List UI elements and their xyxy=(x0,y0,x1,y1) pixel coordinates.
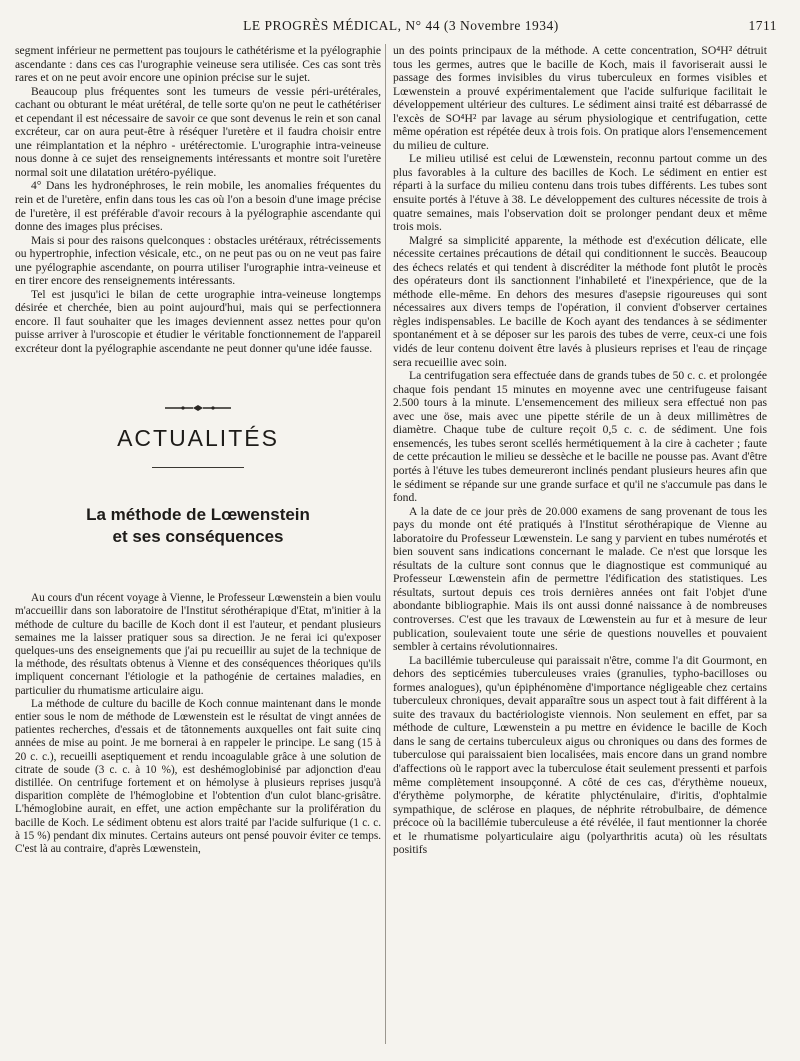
page-number: 1711 xyxy=(748,18,777,33)
paragraph: 4° Dans les hydronéphroses, le rein mobile, les anomalies fréquentes du rein et de l'uretère, enfin dans tous les cas où l'on a besoin d'une image précise de l'uretère, il est préférable d'avoir recours à la pyélographie ascendante qui donne des images plus précises. xyxy=(15,179,381,234)
paragraph: A la date de ce jour près de 20.000 examens de sang provenant de tous les pays du monde ont été pratiqués à l'Institut sérothérapique de Vienne au laboratoire du Professeur Lœwenstein. Le sang y parvient en tubes numérotés et bien souvent sans indications concernant le malade. Ce n'est que lorsque les résultats de la culture sont connus que le diagnostique est communiqué au Professeur Lœwenstein afin de permettre l'édification des statistiques. Les résultats, surtout depuis ces trois dernières années ont fait l'objet d'une abondante bibliographie. Mais ils ont aussi donné naissance à de nombreuses controverses. C'est que les travaux de Lœwenstein au fur et à mesure de leur publication, soulevaient toute une série de questions nouvelles et pouvaient sembler à certains révolutionnaires. xyxy=(393,504,767,654)
right-column xyxy=(393,44,767,857)
article-title-line: La méthode de Lœwenstein xyxy=(86,505,310,525)
section-heading: ACTUALITÉS xyxy=(117,424,279,451)
article-body xyxy=(15,592,381,856)
paragraph: un des points principaux de la méthode. A cette concentration, SO⁴H² détruit tous les germes, autres que le bacille de Koch, mais il favoriserait aussi le passage des formes invisibles du virus tuberculeux en formes visibles et Lœwenstein a prouvé expérimentalement que l'acide sulfurique facilitait le développement ultérieur des cultures. Le sédiment ainsi traité est débarrassé de l'excès de SO⁴H² par lavage au sérum physiologique et centrifugation, cette même opération est répétée deux à trois fois. On pratique alors l'ensemencement du milieu de culture. xyxy=(393,44,767,152)
paragraph: Au cours d'un récent voyage à Vienne, le Professeur Lœwenstein a bien voulu m'accueillir dans son laboratoire de l'Institut sérothérapique d'Etat, m'initier à la méthode de culture du bacille de Koch dont il est l'auteur, et pendant plusieurs semaines me la laisser pratiquer sous sa direction. Je ne ferai ici qu'exposer quelques-uns des enseignements que j'ai pu recueillir au sujet de la technique de la méthode, des résultats obtenus à Vienne et des conséquences théoriques qu'ils impliquent concernant l'étiologie et la pathogénie de certaines maladies, en particulier du rhumatisme articulaire aigu. xyxy=(15,592,381,697)
paragraph: La méthode de culture du bacille de Koch connue maintenant dans le monde entier sous le nom de méthode de Lœwenstein est le résultat de vingt années de patientes recherches, d'essais et de tâtonnements auxquelles ont fait suite cinq années de mise au point. Je me bornerai à en rappeler le principe. Le sang (15 à 20 c. c.), recueilli aseptiquement et rendu incoagulable grâce à une solution de citrate de soude (3 c. c. à 10 %), est deshémoglobinisé par adjonction d'eau distillée. On centrifuge fortement et on hémolyse à plusieurs reprises jusqu'à disparition complète de l'hémoglobine et l'obtention d'un culot blanc-grisâtre. L'hémoglobine aurait, en effet, une action empêchante sur la prolifération du bacille de Koch. Le sédiment obtenu est alors traité par l'acide sulfurique (1 c. c. à 15 %) pendant dix minutes. Certains auteurs ont pensé pouvoir éviter ce temps. C'est là au contraire, d'après Lœwenstein, xyxy=(15,697,381,855)
ornament-divider xyxy=(15,404,381,412)
ornament-icon xyxy=(163,404,233,412)
paragraph: Le milieu utilisé est celui de Lœwenstein, reconnu partout comme un des plus favorables à la culture des bacilles de Koch. Le sédiment en entier est réparti à la surface du milieu contenu dans trois tubes différents. Les tubes sont ensuite portés à l'étuve à 38. Le développement des cultures nécessite de trois à quatre semaines, mais l'observation doit se prolonger pendant deux et même trois mois. xyxy=(393,152,767,234)
paragraph: Malgré sa simplicité apparente, la méthode est d'exécution délicate, elle nécessite certaines précautions de détail qui conditionnent le succès. Beaucoup des échecs relatés et qui tendent à discréditer la méthode font plutôt le procès des opérateurs dont ils sanctionnent l'inhabileté et l'inexpérience, que de la méthode elle-même. En dehors des mesures d'asepsie rigoureuses qui sont nécessaires aux divers temps de l'opération, il convient d'observer certaines règles indispensables. Le bacille de Koch ayant des tendances à se sédimenter spontanément et à se déposer sur les parois des tubes de verre, ceux-ci une fois vidés de leur contenu doivent être lavés à plusieurs reprises et l'eau de rinçage sera recueillie avec soin. xyxy=(393,233,767,369)
article-title-line: et ses conséquences xyxy=(112,527,284,547)
paragraph: Mais si pour des raisons quelconques : obstacles urétéraux, rétrécissements ou hypertrophie, infection vésicale, etc., on ne peut pas ou on ne veut pas faire une pyélographie ascendante, on pourra utiliser l'urographie intra-veineuse et en tirer encore des renseignements intéressants. xyxy=(15,233,381,288)
paragraph: Tel est jusqu'ici le bilan de cette urographie intra-veineuse longtemps désirée et cherchée, bien au point aujourd'hui, mais qui se perfectionnera encore. Il faut souhaiter que les images deviennent assez nettes pour qu'on puisse arriver à l'uroscopie et étudier le véritable fonctionnement de l'appareil excréteur dont la pyélographie ascendante ne peut donner qu'une idée fausse. xyxy=(15,287,381,356)
journal-title: LE PROGRÈS MÉDICAL, N° 44 (3 Novembre 1934) xyxy=(243,18,559,33)
paragraph: Beaucoup plus fréquentes sont les tumeurs de vessie péri-urétérales, cachant ou obturant le méat urétéral, de telle sorte qu'on ne peut le cathétériser et cependant il est nécessaire de savoir ce que sont devenus le rein et son canal excréteur, car on aura peut-être à réséquer l'uretère et il faudra choisir entre une réimplantation et la néphro - urétérectomie. L'urographie intra-veineuse nous donne à ce sujet des renseignements intéressants et montre soit l'uretère normal soit une dilatation urétéro-pyélique. xyxy=(15,84,381,179)
paragraph: La bacillémie tuberculeuse qui paraissait n'être, comme l'a dit Gourmont, en dehors des septicémies tuberculeuses vraies (granulies, typho-bacilloses ou formes analogues), qu'un épiphénomène d'importance négligeable chez certains tuberculeux chroniques, devait apparaître sous un aspect tout à fait différent à la suite des travaux du bactériologiste viennois. Non seulement en effet, par sa méthode de culture, Lœwenstein a pu mettre en évidence le bacille de Koch dans le sang de certains tuberculeux aigus ou chroniques ou dans des formes de tuberculose qui paraissaient bien localisées, mais encore dans un grand nombre d'affections où le rapport avec la tuberculose était seulement pressenti et parfois même complètement insoupçonné. A côté de ces cas, d'érythème noueux, d'érythème polymorphe, de kératite phlycténulaire, d'iritis, d'ophtalmie sympathique, de sclérose en plaques, de néphrite rétrobulbaire, de démence précoce où la bacillémie tuberculeuse a été révélée, il faut mentionner la chorée et le rhumatisme polyarticulaire aigu (polyarthritis acuta) où les résultats positifs xyxy=(393,653,767,857)
section-rule xyxy=(152,467,244,468)
column-divider xyxy=(385,44,386,1044)
article-title xyxy=(15,504,381,548)
running-header xyxy=(25,18,777,36)
left-column xyxy=(15,44,381,856)
paragraph: segment inférieur ne permettent pas toujours le cathétérisme et la pyélographie ascendante : dans ces cas l'urographie veineuse sera utilisée. Ces cas sont très rares et on ne peut avoir encore une opinion précise sur le sujet. xyxy=(15,44,381,85)
paragraph: La centrifugation sera effectuée dans de grands tubes de 50 c. c. et prolongée chaque fois pendant 15 minutes en moyenne avec une centrifugeuse faisant 2.500 tours à la minute. L'ensemencement des milieux sera effectué non pas avec une öse, mais avec une pipette stérile de un à deux millimètres de diamètre. Chaque tube de culture reçoit 0,5 c. c. de sédiment. Une fois ensemencés, les tubes seront scellés hermétiquement à la cire à cacheter ; faute de cette précaution le milieu se dessèche et le bacille ne pousse pas. Avant d'être portés à l'étuve les tubes demeureront inclinés pendant plusieurs heures afin que le sédiment se répande sur une grande surface et qu'il ne s'accumule pas dans le fond. xyxy=(393,369,767,505)
